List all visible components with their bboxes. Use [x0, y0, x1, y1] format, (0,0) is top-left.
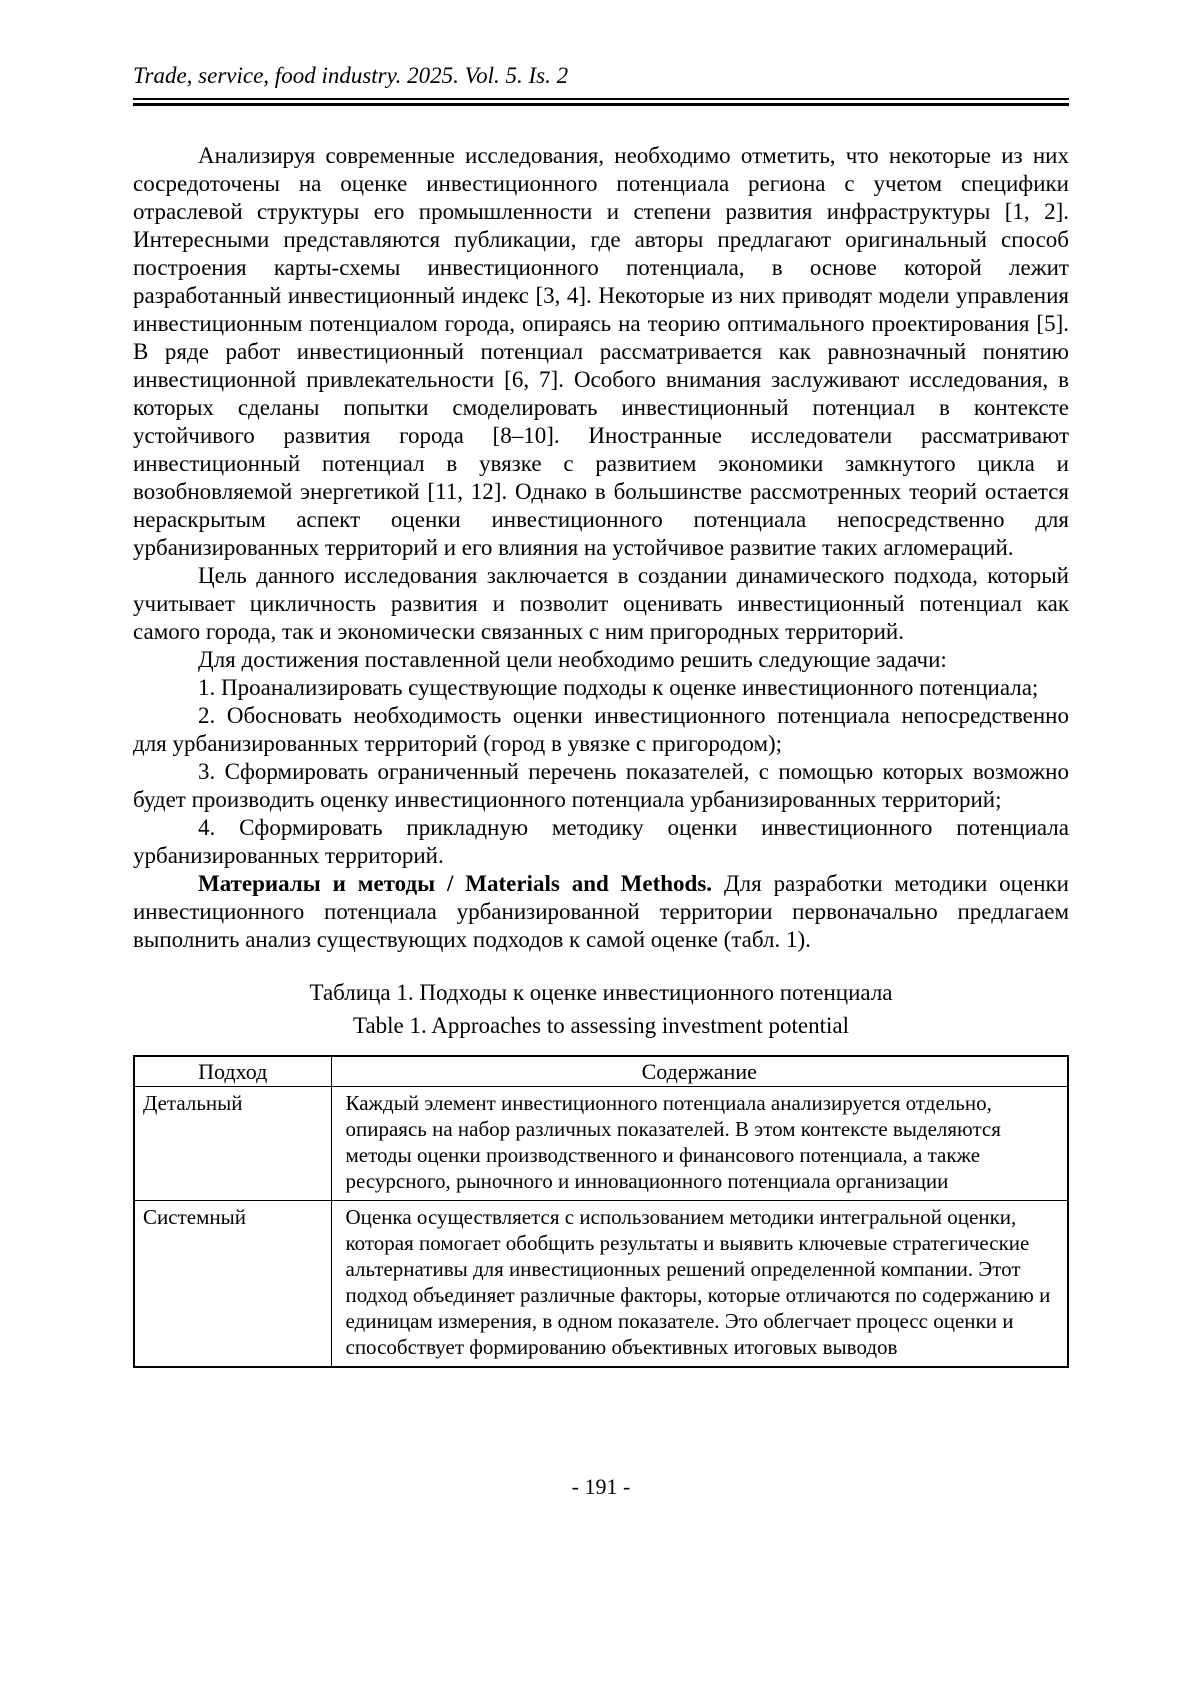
- content-cell-detailed: Каждый элемент инвестиционного потенциала анализируется отдельно, опираясь на набор различных показателей. В этом контексте выделяются методы оценки производственного и финансового потенциала, а также ресурсного, рыночного и инновационного потенциала организации: [331, 1087, 1068, 1201]
- approach-cell-detailed: Детальный: [134, 1087, 331, 1201]
- task-item-4: 4. Сформировать прикладную методику оценки инвестиционного потенциала урбанизированных территорий.: [133, 815, 1069, 868]
- paragraph-methods: [133, 870, 1069, 954]
- paragraph-tasks-intro: Для достижения поставленной цели необходимо решить следующие задачи:: [198, 647, 947, 672]
- running-head: Trade, service, food industry. 2025. Vol. 5. Is. 2: [133, 63, 569, 88]
- paragraph-goal: Цель данного исследования заключается в создании динамического подхода, который учитывает цикличность развития и позволит оценивать инвестиционный потенциал как самого города, так и экономически связанных с ним пригородных территорий.: [133, 563, 1069, 644]
- paragraph-intro: Анализируя современные исследования, необходимо отметить, что некоторые из них сосредоточены на оценке инвестиционного потенциала региона с учетом специфики отраслевой структуры его промышленности и степени развития инфраструктуры [1, 2]. Интересными представляются публикации, где авторы предлагают оригинальный способ построения карты-схемы инвестиционного потенциала, в основе которой лежит разработанный инвестиционный индекс [3, 4]. Некоторые из них приводят модели управления инвестиционным потенциалом города, опираясь на теорию оптимального проектирования [5]. В ряде работ инвестиционный потенциал рассматривается как равнозначный понятию инвестиционной привлекательности [6, 7]. Особого внимания заслуживают исследования, в которых сделаны попытки смоделировать инвестиционный потенциал в контексте устойчивого развития города [8–10]. Иностранные исследователи рассматривают инвестиционный потенциал в увязке с развитием экономики замкнутого цикла и возобновляемой энергетикой [11, 12]. Однако в большинстве рассмотренных теорий остается нераскрытым аспект оценки инвестиционного потенциала непосредственно для урбанизированных территорий и его влияния на устойчивое развитие таких агломераций.: [133, 143, 1069, 560]
- table-row: [134, 1087, 1068, 1201]
- approach-cell-systemic: Системный: [134, 1201, 331, 1368]
- table-header-approach: Подход: [134, 1056, 331, 1087]
- content-cell-systemic: Оценка осуществляется с использованием методики интегральной оценки, которая помогает обобщить результаты и выявить ключевые стратегические альтернативы для инвестиционных решений определенной компании. Этот подход объединяет различные факторы, которые отличаются по содержанию и единицам измерения, в одном показателе. Это облегчает процесс оценки и способствует формированию объективных итоговых выводов: [331, 1201, 1068, 1368]
- table-header-row: [134, 1056, 1068, 1087]
- article-body: [133, 142, 1069, 954]
- page-number: - 191 -: [571, 1474, 631, 1499]
- header-double-rule: [133, 98, 1069, 106]
- table-caption-en: Table 1. Approaches to assessing investment potential: [353, 1013, 849, 1038]
- methods-section-text: Для разработки методики оценки инвестиционного потенциала урбанизированной территории первоначально предлагаем выполнить анализ существующих подходов к самой оценке (табл. 1).: [133, 871, 1069, 952]
- table-row: [134, 1201, 1068, 1368]
- task-item-1: 1. Проанализировать существующие подходы к оценке инвестиционного потенциала;: [198, 675, 1039, 700]
- task-item-2: 2. Обосновать необходимость оценки инвестиционного потенциала непосредственно для урбанизированных территорий (город в увязке с пригородом);: [133, 703, 1069, 756]
- table-caption: [133, 976, 1069, 1042]
- approaches-table: [133, 1055, 1069, 1368]
- methods-section-heading: Материалы и методы / Materials and Methods.: [198, 871, 713, 896]
- table-caption-ru: Таблица 1. Подходы к оценке инвестиционного потенциала: [309, 980, 893, 1005]
- table-header-content: Содержание: [331, 1056, 1068, 1087]
- task-item-3: 3. Сформировать ограниченный перечень показателей, с помощью которых возможно будет производить оценку инвестиционного потенциала урбанизированных территорий;: [133, 759, 1069, 812]
